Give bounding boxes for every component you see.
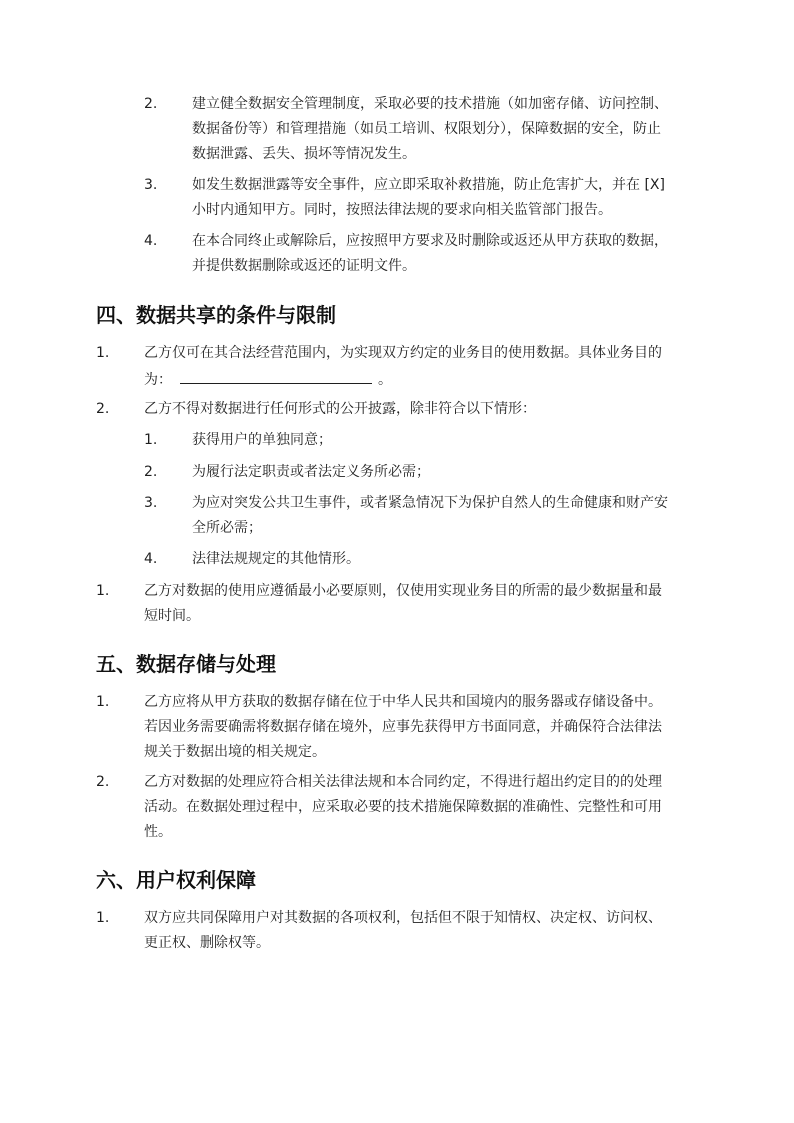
list-number: 1. [96,694,110,710]
list-number: 1. [96,583,110,599]
list-item-line: 全所必需； [192,520,262,536]
list-item-line: 建立健全数据安全管理制度，采取必要的技术措施（如加密存储、访问控制、 [192,96,668,112]
list-item-line: 如发生数据泄露等安全事件，应立即采取补救措施，防止危害扩大，并在 [X] [192,177,665,193]
list-item-line: 乙方仅可在其合法经营范围内，为实现双方约定的业务目的使用数据。具体业务目的 [144,345,662,361]
list-item-line: 法律法规规定的其他情形。 [192,551,360,567]
list-number: 3. [144,495,158,511]
list-item-line: 为应对突发公共卫生事件，或者紧急情况下为保护自然人的生命健康和财产安 [192,495,668,511]
section-heading-5: 五、数据存储与处理 [96,652,276,676]
list-number: 2. [96,774,110,790]
list-item-line: 小时内通知甲方。同时，按照法律法规的要求向相关监管部门报告。 [192,202,612,218]
list-item-line: 并提供数据删除或返还的证明文件。 [192,258,416,274]
list-number: 1. [96,345,110,361]
section-heading-6: 六、用户权利保障 [96,868,256,892]
list-item-line: 性。 [144,824,172,840]
list-item-line: 在本合同终止或解除后，应按照甲方要求及时删除或返还从甲方获取的数据， [192,233,668,249]
fill-in-blank[interactable] [180,366,372,384]
list-item-line: 双方应共同保障用户对其数据的各项权利，包括但不限于知情权、决定权、访问权、 [144,910,662,926]
list-item-line: 乙方对数据的处理应符合相关法律法规和本合同约定，不得进行超出约定目的的处理 [144,774,662,790]
list-item-line [144,366,392,393]
section-heading-4: 四、数据共享的条件与限制 [96,303,336,327]
list-number: 2. [144,464,158,480]
list-number: 2. [96,401,110,417]
list-number: 2. [144,96,158,112]
list-item-line: 乙方不得对数据进行任何形式的公开披露，除非符合以下情形： [144,401,536,417]
list-item-line: 数据泄露、丢失、损坏等情况发生。 [192,146,416,162]
purpose-suffix: 。 [378,372,392,388]
list-item-line: 活动。在数据处理过程中，应采取必要的技术措施保障数据的准确性、完整性和可用 [144,799,662,815]
list-item-line: 数据备份等）和管理措施（如员工培训、权限划分），保障数据的安全，防止 [192,121,661,137]
list-item-line: 乙方应将从甲方获取的数据存储在位于中华人民共和国境内的服务器或存储设备中。 [144,694,662,710]
purpose-prefix: 为： [144,372,172,388]
list-item-line: 短时间。 [144,608,200,624]
list-item-line: 为履行法定职责或者法定义务所必需； [192,464,430,480]
list-item-line: 若因业务需要确需将数据存储在境外，应事先获得甲方书面同意，并确保符合法律法 [144,719,662,735]
list-number: 4. [144,233,158,249]
list-item-line: 更正权、删除权等。 [144,935,270,951]
list-item-line: 规关于数据出境的相关规定。 [144,744,326,760]
list-number: 1. [96,910,110,926]
list-number: 4. [144,551,158,567]
list-number: 3. [144,177,158,193]
list-item-line: 获得用户的单独同意； [192,432,332,448]
list-item-line: 乙方对数据的使用应遵循最小必要原则，仅使用实现业务目的所需的最少数据量和最 [144,583,662,599]
list-number: 1. [144,432,158,448]
